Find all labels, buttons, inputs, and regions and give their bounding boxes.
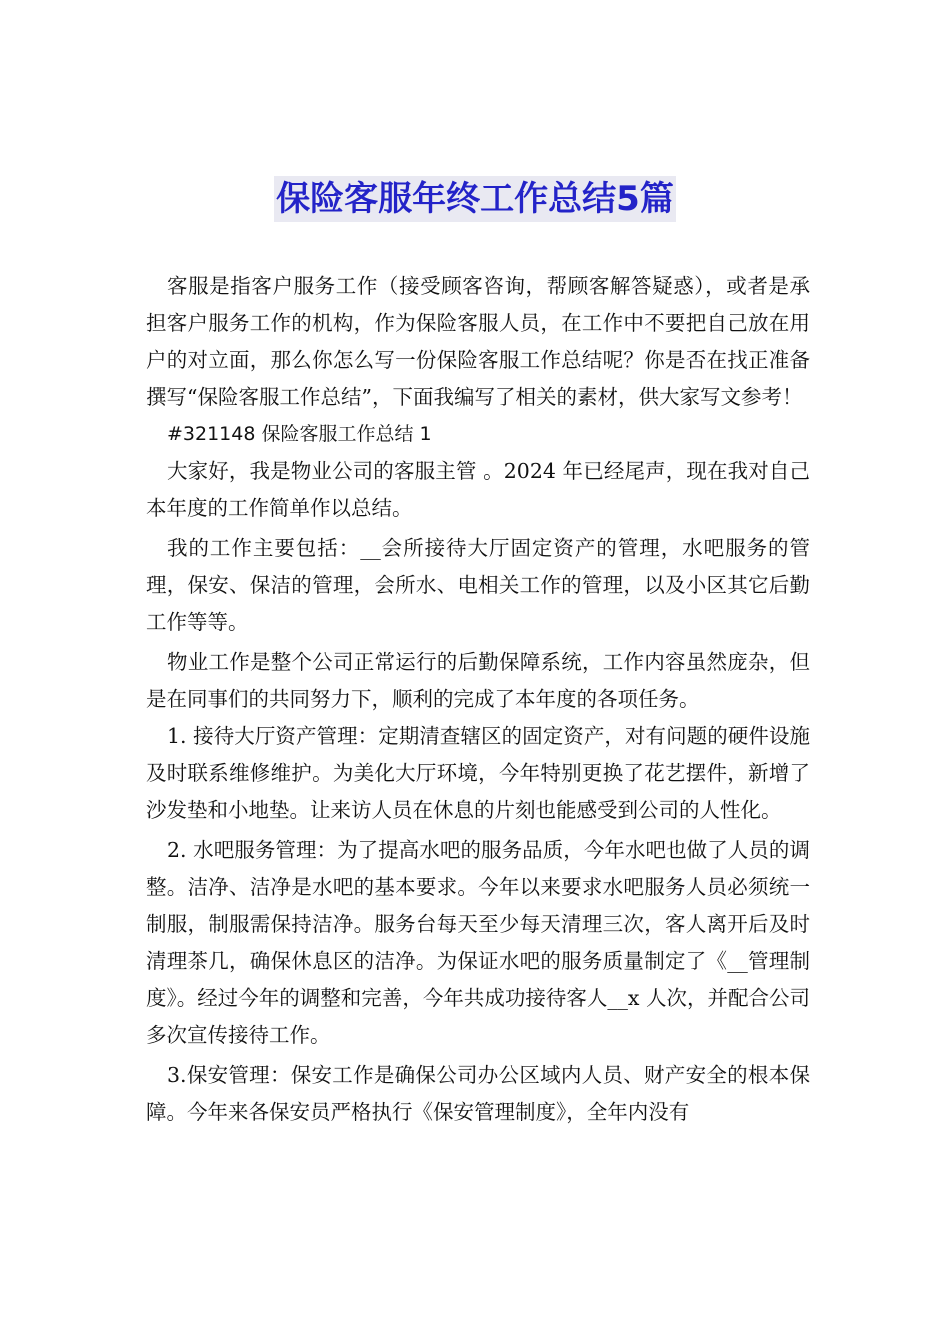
list-item: 3.保安管理：保安工作是确保公司办公区域内人员、财产安全的根本保障。今年来各保安员严格执行《保安管理制度》，全年内没有: [146, 1063, 810, 1124]
body-paragraph: 物业工作是整个公司正常运行的后勤保障系统，工作内容虽然庞杂，但是在同事们的共同努力下，顺利的完成了本年度的各项任务。: [146, 650, 810, 711]
document-body: [146, 268, 810, 1131]
intro-paragraph: 客服是指客户服务工作（接受顾客咨询，帮顾客解答疑惑），或者是承担客户服务工作的机构，作为保险客服人员，在工作中不要把自己放在用户的对立面，那么你怎么写一份保险客服工作总结呢？你是否在找正准备撰写“保险客服工作总结”，下面我编写了相关的素材，供大家写文参考！: [146, 274, 810, 409]
body-paragraph: 我的工作主要包括：__会所接待大厅固定资产的管理，水吧服务的管理，保安、保洁的管理，会所水、电相关工作的管理，以及小区其它后勤工作等等。: [146, 536, 810, 634]
title-area: [0, 176, 950, 222]
section-heading: #321148 保险客服工作总结 1: [167, 423, 432, 445]
body-paragraph: 大家好，我是物业公司的客服主管 。2024 年已经尾声，现在我对自己本年度的工作简单作以总结。: [146, 459, 810, 520]
list-item: 2. 水吧服务管理：为了提高水吧的服务品质，今年水吧也做了人员的调整。洁净、洁净是水吧的基本要求。今年以来要求水吧服务人员必须统一制服，制服需保持洁净。服务台每天至少每天清理三次，客人离开后及时清理茶几，确保休息区的洁净。为保证水吧的服务质量制定了《__管理制度》。经过今年的调整和完善，今年共成功接待客人__x 人次，并配合公司多次宣传接待工作。: [146, 838, 810, 1047]
list-item: 1. 接待大厅资产管理：定期清查辖区的固定资产，对有问题的硬件设施及时联系维修维护。为美化大厅环境，今年特别更换了花艺摆件，新增了沙发垫和小地垫。让来访人员在休息的片刻也能感受到公司的人性化。: [146, 724, 810, 822]
document-title: 保险客服年终工作总结5篇: [274, 176, 676, 222]
